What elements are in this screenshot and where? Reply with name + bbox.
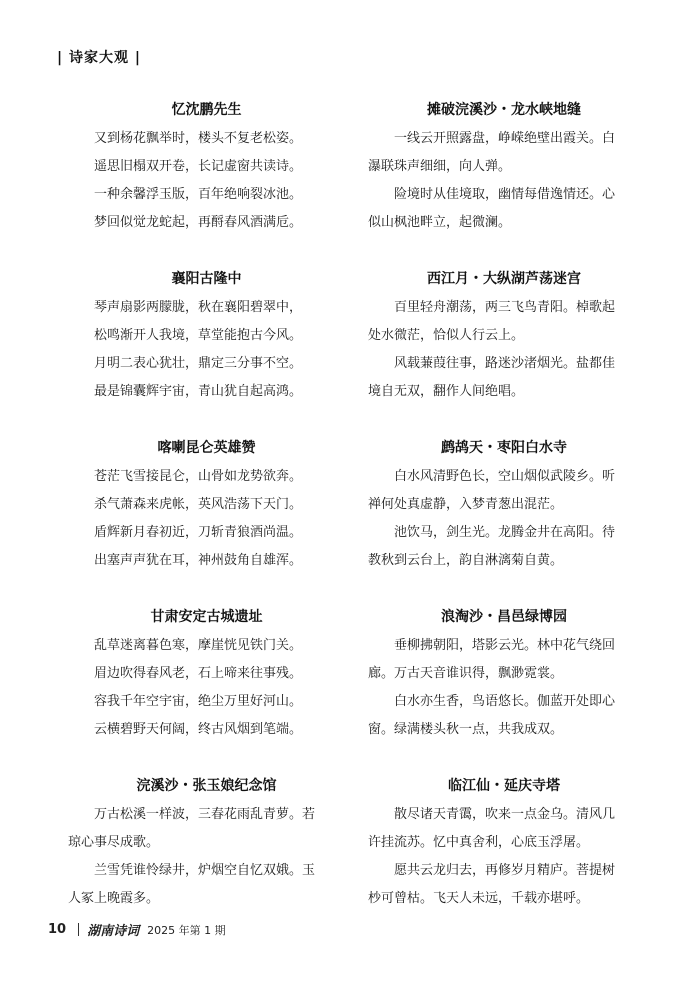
poem-line: 一线云开照露盘，峥嵘绝壁出霞关。白	[394, 131, 616, 146]
poem-line: 最是锦囊辉宇宙，青山犹自起高鸿。	[94, 384, 303, 399]
poem-line: 似山枫池畔立，起微澜。	[368, 215, 512, 230]
poem-line: 琴声扇影两朦胧，秋在襄阳碧翠中，	[94, 300, 303, 315]
poem-line: 教秋到云台上，韵自淋漓菊自黄。	[368, 553, 564, 568]
poem-line: 又到杨花飘举时，楼头不复老松姿。	[94, 131, 303, 146]
poem-line: 愿共云龙归去，再修岁月精庐。菩提树	[394, 863, 616, 878]
poem-line: 池饮马，剑生光。龙腾金井在高阳。待	[394, 525, 616, 540]
poem	[368, 98, 640, 237]
poem-line: 境自无双，翻作人间绝唱。	[368, 384, 525, 399]
poem-line: 一种余馨浮玉版，百年绝响裂冰池。	[94, 187, 303, 202]
poem-line: 处水微茫，恰似人行云上。	[368, 328, 525, 343]
poem-line: 险境时从佳境取，幽情每借逸情还。心	[394, 187, 616, 202]
poem	[68, 774, 345, 913]
poem-title: 浣溪沙・张玉娘纪念馆	[136, 778, 277, 794]
page-number: 10	[48, 922, 67, 937]
poem-line: 苍茫飞雪接昆仑，山骨如龙势欲奔。	[94, 469, 303, 484]
poem	[368, 436, 640, 575]
poem-line: 眉边吹得春风老，石上啼来往事残。	[94, 666, 303, 681]
poem-title: 襄阳古隆中	[171, 271, 242, 287]
poem-title: 甘肃安定古城遗址	[150, 609, 263, 625]
poem	[68, 98, 345, 237]
left-column	[68, 98, 345, 943]
poem-title: 摊破浣溪沙・龙水峡地缝	[427, 102, 581, 118]
poem-line: 禅何处真虚静，入梦青葱出混茫。	[368, 497, 564, 512]
poem-title: 临江仙・延庆寺塔	[448, 778, 560, 794]
poem	[368, 267, 640, 406]
poem-line: 散尽诸天青霭，吹来一点金乌。清风几	[394, 807, 616, 822]
poem-line: 松鸣渐开人我境，草堂能抱古今风。	[94, 328, 303, 343]
magazine-name: 湖南诗词	[87, 924, 140, 939]
poem-line: 遥思旧榻双开卷，长记虚窗共读诗。	[94, 159, 303, 174]
poem-line: 盾辉新月春初近，刀斩青狼酒尚温。	[94, 525, 303, 540]
poem-line: 风载蒹葭往事，路迷沙渚烟光。盐都佳	[394, 356, 616, 371]
poem-line: 琼心事尽成歌。	[68, 835, 160, 850]
poem-line: 出塞声声犹在耳，神州鼓角自雄浑。	[94, 553, 303, 568]
poem-line: 廊。万古天音谁识得，飘渺霓裳。	[368, 666, 564, 681]
footer-divider	[78, 923, 79, 936]
poem-line: 人冢上晚霞多。	[68, 891, 160, 906]
poem-line: 窗。绿满楼头秋一点，共我成双。	[368, 722, 564, 737]
right-column	[368, 98, 640, 943]
poem-line: 杪可曾枯。飞天人未远，千载亦堪呼。	[368, 891, 590, 906]
poem-line: 月明二表心犹壮，鼎定三分事不空。	[94, 356, 303, 371]
poem-line: 白水风清野色长，空山烟似武陵乡。听	[394, 469, 616, 484]
poem-line: 乱草迷离暮色寒，摩崖恍见铁门关。	[94, 638, 303, 653]
page-footer	[48, 920, 226, 939]
poem-title: 忆沈鹏先生	[171, 102, 242, 118]
poem-line: 兰雪凭谁怜绿井，炉烟空自忆双娥。玉	[94, 863, 316, 878]
poem-title: 鹧鸪天・枣阳白水寺	[441, 440, 567, 456]
poem-title: 西江月・大纵湖芦荡迷宫	[427, 271, 581, 287]
poem-line: 杀气萧森来虎帐，英风浩荡下天门。	[94, 497, 303, 512]
section-header: | 诗家大观 |	[57, 50, 141, 66]
poem-line: 容我千年空宇宙，绝尘万里好河山。	[94, 694, 303, 709]
poem-line: 瀑联珠声细细，向人弹。	[368, 159, 512, 174]
poem-line: 百里轻舟潮荡，两三飞鸟青阳。棹歌起	[394, 300, 616, 315]
poem	[68, 436, 345, 575]
poem-title: 喀喇昆仑英雄赞	[157, 440, 256, 456]
poem-line: 许挂流苏。忆中真舍利，心底玉浮屠。	[368, 835, 590, 850]
issue-label: 2025 年第 1 期	[147, 923, 226, 937]
poem-line: 梦回似觉龙蛇起，再酹春风酒满卮。	[94, 215, 303, 230]
poem-title: 浪淘沙・昌邑绿博园	[441, 609, 567, 625]
poem-line: 万古松溪一样波，三春花雨乱青萝。若	[94, 807, 316, 822]
poem-line: 云横碧野天何阔，终古风烟到笔端。	[94, 722, 303, 737]
poem	[368, 605, 640, 744]
poem-line: 垂柳拂朝阳，塔影云光。林中花气绕回	[394, 638, 616, 653]
poem	[68, 605, 345, 744]
poem	[368, 774, 640, 913]
poem-line: 白水亦生香，鸟语悠长。伽蓝开处即心	[394, 694, 616, 709]
poem	[68, 267, 345, 406]
